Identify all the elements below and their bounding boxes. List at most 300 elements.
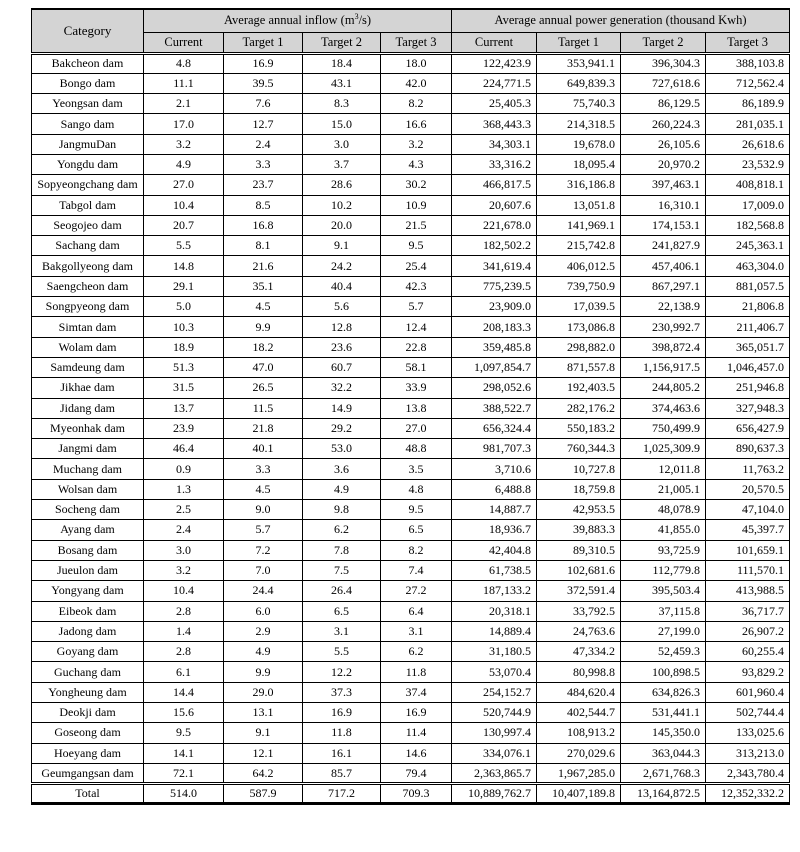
table-row: [32, 53, 790, 73]
category-cell: Samdeung dam: [32, 357, 144, 377]
inflow-value-cell: 4.5: [224, 479, 303, 499]
inflow-value-cell: 5.5: [303, 642, 381, 662]
power-value-cell: 18,936.7: [452, 520, 537, 540]
category-cell: Geumgangsan dam: [32, 763, 144, 783]
inflow-value-cell: 3.1: [303, 621, 381, 641]
power-value-cell: 867,297.1: [621, 276, 706, 296]
table-header: [32, 9, 790, 53]
inflow-value-cell: 12.1: [224, 743, 303, 763]
inflow-value-cell: 27.0: [381, 418, 452, 438]
inflow-value-cell: 23.9: [144, 418, 224, 438]
inflow-value-cell: 11.4: [381, 723, 452, 743]
power-value-cell: 34,303.1: [452, 134, 537, 154]
inflow-value-cell: 7.4: [381, 560, 452, 580]
inflow-value-cell: 23.6: [303, 337, 381, 357]
inflow-value-cell: 11.1: [144, 73, 224, 93]
power-value-cell: 466,817.5: [452, 175, 537, 195]
category-cell: Myeonhak dam: [32, 418, 144, 438]
table-row: [32, 601, 790, 621]
table-row: [32, 357, 790, 377]
inflow-value-cell: 37.4: [381, 682, 452, 702]
power-value-cell: 457,406.1: [621, 256, 706, 276]
category-cell: Jueulon dam: [32, 560, 144, 580]
inflow-target2-header: Target 2: [303, 32, 381, 53]
table-row: [32, 297, 790, 317]
power-value-cell: 871,557.8: [537, 357, 621, 377]
power-value-cell: 42,953.5: [537, 500, 621, 520]
table-row: [32, 459, 790, 479]
power-value-cell: 601,960.4: [706, 682, 790, 702]
power-value-cell: 334,076.1: [452, 743, 537, 763]
power-value-cell: 368,443.3: [452, 114, 537, 134]
inflow-value-cell: 18.2: [224, 337, 303, 357]
power-value-cell: 112,779.8: [621, 560, 706, 580]
category-cell: Total: [32, 784, 144, 804]
power-value-cell: 398,872.4: [621, 337, 706, 357]
table-row: [32, 520, 790, 540]
category-cell: Yongdu dam: [32, 154, 144, 174]
category-cell: Hoeyang dam: [32, 743, 144, 763]
total-row: [32, 784, 790, 804]
inflow-value-cell: 3.3: [224, 459, 303, 479]
power-value-cell: 634,826.3: [621, 682, 706, 702]
power-value-cell: 145,350.0: [621, 723, 706, 743]
inflow-value-cell: 12.4: [381, 317, 452, 337]
table-row: [32, 621, 790, 641]
power-value-cell: 86,129.5: [621, 94, 706, 114]
power-value-cell: 80,998.8: [537, 662, 621, 682]
power-value-cell: 413,988.5: [706, 581, 790, 601]
inflow-value-cell: 26.4: [303, 581, 381, 601]
category-cell: Bosang dam: [32, 540, 144, 560]
inflow-value-cell: 3.7: [303, 154, 381, 174]
table-row: [32, 642, 790, 662]
power-value-cell: 26,618.6: [706, 134, 790, 154]
inflow-value-cell: 10.2: [303, 195, 381, 215]
inflow-value-cell: 9.1: [303, 236, 381, 256]
category-cell: Deokji dam: [32, 703, 144, 723]
power-value-cell: 254,152.7: [452, 682, 537, 702]
inflow-value-cell: 2.1: [144, 94, 224, 114]
inflow-value-cell: 2.4: [224, 134, 303, 154]
power-value-cell: 298,052.6: [452, 378, 537, 398]
inflow-current-header: Current: [144, 32, 224, 53]
inflow-value-cell: 587.9: [224, 784, 303, 804]
power-value-cell: 122,423.9: [452, 53, 537, 73]
power-value-cell: 245,363.1: [706, 236, 790, 256]
inflow-value-cell: 11.8: [381, 662, 452, 682]
power-value-cell: 17,039.5: [537, 297, 621, 317]
power-value-cell: 359,485.8: [452, 337, 537, 357]
inflow-value-cell: 46.4: [144, 439, 224, 459]
power-value-cell: 17,009.0: [706, 195, 790, 215]
inflow-value-cell: 3.2: [381, 134, 452, 154]
inflow-value-cell: 21.8: [224, 418, 303, 438]
inflow-value-cell: 13.7: [144, 398, 224, 418]
table-row: [32, 175, 790, 195]
inflow-superscript: 3: [354, 12, 359, 22]
inflow-value-cell: 15.6: [144, 703, 224, 723]
power-value-cell: 712,562.4: [706, 73, 790, 93]
inflow-value-cell: 14.6: [381, 743, 452, 763]
inflow-group-label-post: /s): [358, 13, 372, 28]
inflow-value-cell: 16.8: [224, 215, 303, 235]
category-cell: Bakgollyeong dam: [32, 256, 144, 276]
inflow-value-cell: 33.9: [381, 378, 452, 398]
inflow-value-cell: 27.2: [381, 581, 452, 601]
power-value-cell: 61,738.5: [452, 560, 537, 580]
inflow-value-cell: 14.4: [144, 682, 224, 702]
inflow-value-cell: 2.9: [224, 621, 303, 641]
table-row: [32, 662, 790, 682]
power-value-cell: 174,153.1: [621, 215, 706, 235]
inflow-value-cell: 18.4: [303, 53, 381, 73]
power-value-cell: 1,967,285.0: [537, 763, 621, 783]
power-value-cell: 173,086.8: [537, 317, 621, 337]
power-value-cell: 23,909.0: [452, 297, 537, 317]
power-value-cell: 211,406.7: [706, 317, 790, 337]
inflow-value-cell: 10.4: [144, 195, 224, 215]
power-value-cell: 21,806.8: [706, 297, 790, 317]
power-value-cell: 141,969.1: [537, 215, 621, 235]
inflow-value-cell: 32.2: [303, 378, 381, 398]
inflow-value-cell: 48.8: [381, 439, 452, 459]
power-target1-header: Target 1: [537, 32, 621, 53]
power-value-cell: 25,405.3: [452, 94, 537, 114]
inflow-value-cell: 35.1: [224, 276, 303, 296]
inflow-value-cell: 717.2: [303, 784, 381, 804]
inflow-value-cell: 3.0: [303, 134, 381, 154]
power-value-cell: 102,681.6: [537, 560, 621, 580]
power-value-cell: 327,948.3: [706, 398, 790, 418]
power-value-cell: 48,078.9: [621, 500, 706, 520]
inflow-value-cell: 29.1: [144, 276, 224, 296]
power-value-cell: 656,427.9: [706, 418, 790, 438]
inflow-value-cell: 31.5: [144, 378, 224, 398]
inflow-value-cell: 7.8: [303, 540, 381, 560]
inflow-value-cell: 7.5: [303, 560, 381, 580]
inflow-value-cell: 14.1: [144, 743, 224, 763]
power-value-cell: 313,213.0: [706, 743, 790, 763]
power-target3-header: Target 3: [706, 32, 790, 53]
inflow-value-cell: 20.0: [303, 215, 381, 235]
table-row: [32, 215, 790, 235]
category-cell: Socheng dam: [32, 500, 144, 520]
inflow-value-cell: 53.0: [303, 439, 381, 459]
category-cell: Goseong dam: [32, 723, 144, 743]
inflow-value-cell: 4.9: [303, 479, 381, 499]
inflow-value-cell: 3.6: [303, 459, 381, 479]
power-value-cell: 520,744.9: [452, 703, 537, 723]
inflow-value-cell: 64.2: [224, 763, 303, 783]
category-cell: Ayang dam: [32, 520, 144, 540]
power-value-cell: 388,103.8: [706, 53, 790, 73]
category-cell: Muchang dam: [32, 459, 144, 479]
header-group-row: [32, 9, 790, 32]
power-value-cell: 13,051.8: [537, 195, 621, 215]
power-value-cell: 53,070.4: [452, 662, 537, 682]
inflow-value-cell: 6.2: [381, 642, 452, 662]
power-value-cell: 20,570.5: [706, 479, 790, 499]
inflow-value-cell: 30.2: [381, 175, 452, 195]
power-value-cell: 93,725.9: [621, 540, 706, 560]
power-value-cell: 502,744.4: [706, 703, 790, 723]
power-value-cell: 89,310.5: [537, 540, 621, 560]
category-cell: Wolsan dam: [32, 479, 144, 499]
power-value-cell: 13,164,872.5: [621, 784, 706, 804]
power-value-cell: 1,046,457.0: [706, 357, 790, 377]
inflow-value-cell: 2.8: [144, 601, 224, 621]
power-value-cell: 531,441.1: [621, 703, 706, 723]
power-value-cell: 100,898.5: [621, 662, 706, 682]
inflow-value-cell: 3.3: [224, 154, 303, 174]
category-cell: Jangmi dam: [32, 439, 144, 459]
category-cell: Saengcheon dam: [32, 276, 144, 296]
category-cell: Jikhae dam: [32, 378, 144, 398]
power-value-cell: 20,607.6: [452, 195, 537, 215]
power-value-cell: 221,678.0: [452, 215, 537, 235]
inflow-value-cell: 7.2: [224, 540, 303, 560]
category-cell: Jadong dam: [32, 621, 144, 641]
power-value-cell: 10,727.8: [537, 459, 621, 479]
power-value-cell: 12,352,332.2: [706, 784, 790, 804]
table-row: [32, 337, 790, 357]
inflow-value-cell: 58.1: [381, 357, 452, 377]
power-value-cell: 395,503.4: [621, 581, 706, 601]
table-row: [32, 195, 790, 215]
inflow-value-cell: 26.5: [224, 378, 303, 398]
inflow-value-cell: 16.6: [381, 114, 452, 134]
category-cell: Bakcheon dam: [32, 53, 144, 73]
power-value-cell: 24,763.6: [537, 621, 621, 641]
power-value-cell: 270,029.6: [537, 743, 621, 763]
inflow-group-label-pre: Average annual inflow (m: [223, 13, 355, 28]
inflow-value-cell: 7.6: [224, 94, 303, 114]
inflow-value-cell: 5.0: [144, 297, 224, 317]
inflow-value-cell: 4.8: [144, 53, 224, 73]
table-row: [32, 73, 790, 93]
inflow-value-cell: 22.8: [381, 337, 452, 357]
power-value-cell: 372,591.4: [537, 581, 621, 601]
power-value-cell: 10,407,189.8: [537, 784, 621, 804]
power-value-cell: 39,883.3: [537, 520, 621, 540]
inflow-group-header: [144, 9, 452, 32]
power-value-cell: 656,324.4: [452, 418, 537, 438]
inflow-value-cell: 13.1: [224, 703, 303, 723]
inflow-value-cell: 29.0: [224, 682, 303, 702]
inflow-value-cell: 10.9: [381, 195, 452, 215]
table-row: [32, 398, 790, 418]
power-value-cell: 2,671,768.3: [621, 763, 706, 783]
power-value-cell: 365,051.7: [706, 337, 790, 357]
category-cell: Tabgol dam: [32, 195, 144, 215]
inflow-value-cell: 7.0: [224, 560, 303, 580]
inflow-value-cell: 5.7: [224, 520, 303, 540]
table-row: [32, 154, 790, 174]
inflow-value-cell: 43.1: [303, 73, 381, 93]
inflow-value-cell: 8.5: [224, 195, 303, 215]
category-cell: Sopyeongchang dam: [32, 175, 144, 195]
power-value-cell: 374,463.6: [621, 398, 706, 418]
inflow-value-cell: 9.0: [224, 500, 303, 520]
inflow-value-cell: 9.5: [381, 236, 452, 256]
power-value-cell: 45,397.7: [706, 520, 790, 540]
inflow-value-cell: 6.4: [381, 601, 452, 621]
inflow-value-cell: 16.1: [303, 743, 381, 763]
inflow-value-cell: 37.3: [303, 682, 381, 702]
power-value-cell: 42,404.8: [452, 540, 537, 560]
inflow-value-cell: 4.9: [144, 154, 224, 174]
inflow-value-cell: 24.4: [224, 581, 303, 601]
power-value-cell: 27,199.0: [621, 621, 706, 641]
power-value-cell: 341,619.4: [452, 256, 537, 276]
power-value-cell: 282,176.2: [537, 398, 621, 418]
power-value-cell: 406,012.5: [537, 256, 621, 276]
power-value-cell: 244,805.2: [621, 378, 706, 398]
power-value-cell: 2,343,780.4: [706, 763, 790, 783]
header-sub-row: [32, 32, 790, 53]
inflow-value-cell: 47.0: [224, 357, 303, 377]
power-value-cell: 881,057.5: [706, 276, 790, 296]
inflow-value-cell: 42.0: [381, 73, 452, 93]
inflow-value-cell: 4.8: [381, 479, 452, 499]
category-cell: Yongheung dam: [32, 682, 144, 702]
power-value-cell: 241,827.9: [621, 236, 706, 256]
power-value-cell: 6,488.8: [452, 479, 537, 499]
power-value-cell: 19,678.0: [537, 134, 621, 154]
table-row: [32, 540, 790, 560]
inflow-value-cell: 1.3: [144, 479, 224, 499]
inflow-value-cell: 18.9: [144, 337, 224, 357]
power-value-cell: 550,183.2: [537, 418, 621, 438]
power-value-cell: 21,005.1: [621, 479, 706, 499]
inflow-value-cell: 27.0: [144, 175, 224, 195]
table-row: [32, 703, 790, 723]
power-value-cell: 33,316.2: [452, 154, 537, 174]
inflow-value-cell: 42.3: [381, 276, 452, 296]
power-value-cell: 739,750.9: [537, 276, 621, 296]
power-value-cell: 649,839.3: [537, 73, 621, 93]
inflow-value-cell: 40.1: [224, 439, 303, 459]
power-value-cell: 14,887.7: [452, 500, 537, 520]
table-row: [32, 276, 790, 296]
power-value-cell: 52,459.3: [621, 642, 706, 662]
power-value-cell: 14,889.4: [452, 621, 537, 641]
table-row: [32, 114, 790, 134]
power-value-cell: 402,544.7: [537, 703, 621, 723]
power-value-cell: 1,097,854.7: [452, 357, 537, 377]
power-value-cell: 890,637.3: [706, 439, 790, 459]
power-value-cell: 36,717.7: [706, 601, 790, 621]
inflow-value-cell: 40.4: [303, 276, 381, 296]
table-row: [32, 581, 790, 601]
inflow-value-cell: 3.1: [381, 621, 452, 641]
inflow-value-cell: 24.2: [303, 256, 381, 276]
power-value-cell: 353,941.1: [537, 53, 621, 73]
power-value-cell: 298,882.0: [537, 337, 621, 357]
inflow-value-cell: 9.1: [224, 723, 303, 743]
inflow-value-cell: 9.5: [144, 723, 224, 743]
power-value-cell: 281,035.1: [706, 114, 790, 134]
inflow-value-cell: 16.9: [303, 703, 381, 723]
table-row: [32, 317, 790, 337]
power-value-cell: 37,115.8: [621, 601, 706, 621]
power-value-cell: 101,659.1: [706, 540, 790, 560]
power-value-cell: 41,855.0: [621, 520, 706, 540]
category-header: Category: [32, 9, 144, 53]
power-value-cell: 260,224.3: [621, 114, 706, 134]
power-value-cell: 23,532.9: [706, 154, 790, 174]
category-cell: JangmuDan: [32, 134, 144, 154]
power-value-cell: 18,095.4: [537, 154, 621, 174]
table-row: [32, 256, 790, 276]
table-row: [32, 743, 790, 763]
inflow-value-cell: 14.9: [303, 398, 381, 418]
table-row: [32, 236, 790, 256]
power-value-cell: 182,568.8: [706, 215, 790, 235]
power-value-cell: 60,255.4: [706, 642, 790, 662]
table-row: [32, 723, 790, 743]
power-value-cell: 133,025.6: [706, 723, 790, 743]
power-value-cell: 108,913.2: [537, 723, 621, 743]
power-value-cell: 111,570.1: [706, 560, 790, 580]
power-current-header: Current: [452, 32, 537, 53]
category-cell: Yeongsan dam: [32, 94, 144, 114]
table-row: [32, 378, 790, 398]
power-value-cell: 26,907.2: [706, 621, 790, 641]
power-value-cell: 20,970.2: [621, 154, 706, 174]
category-cell: Eibeok dam: [32, 601, 144, 621]
inflow-value-cell: 16.9: [381, 703, 452, 723]
inflow-value-cell: 9.8: [303, 500, 381, 520]
table-row: [32, 763, 790, 783]
power-value-cell: 396,304.3: [621, 53, 706, 73]
power-value-cell: 182,502.2: [452, 236, 537, 256]
table-row: [32, 94, 790, 114]
inflow-value-cell: 51.3: [144, 357, 224, 377]
power-value-cell: 363,044.3: [621, 743, 706, 763]
inflow-value-cell: 3.0: [144, 540, 224, 560]
power-value-cell: 12,011.8: [621, 459, 706, 479]
category-cell: Simtan dam: [32, 317, 144, 337]
power-value-cell: 86,189.9: [706, 94, 790, 114]
inflow-value-cell: 4.3: [381, 154, 452, 174]
inflow-value-cell: 8.2: [381, 94, 452, 114]
table-row: [32, 439, 790, 459]
inflow-value-cell: 25.4: [381, 256, 452, 276]
power-value-cell: 26,105.6: [621, 134, 706, 154]
inflow-value-cell: 11.8: [303, 723, 381, 743]
inflow-value-cell: 3.5: [381, 459, 452, 479]
table-row: [32, 134, 790, 154]
power-group-header: Average annual power generation (thousand Kwh): [452, 9, 790, 32]
dam-data-table: [31, 8, 790, 805]
power-value-cell: 31,180.5: [452, 642, 537, 662]
power-value-cell: 1,025,309.9: [621, 439, 706, 459]
inflow-value-cell: 16.9: [224, 53, 303, 73]
category-cell: Goyang dam: [32, 642, 144, 662]
inflow-value-cell: 5.7: [381, 297, 452, 317]
inflow-value-cell: 6.5: [381, 520, 452, 540]
power-value-cell: 727,618.6: [621, 73, 706, 93]
inflow-value-cell: 6.5: [303, 601, 381, 621]
inflow-value-cell: 9.5: [381, 500, 452, 520]
power-value-cell: 11,763.2: [706, 459, 790, 479]
power-value-cell: 33,792.5: [537, 601, 621, 621]
power-value-cell: 750,499.9: [621, 418, 706, 438]
inflow-value-cell: 6.1: [144, 662, 224, 682]
inflow-value-cell: 2.5: [144, 500, 224, 520]
